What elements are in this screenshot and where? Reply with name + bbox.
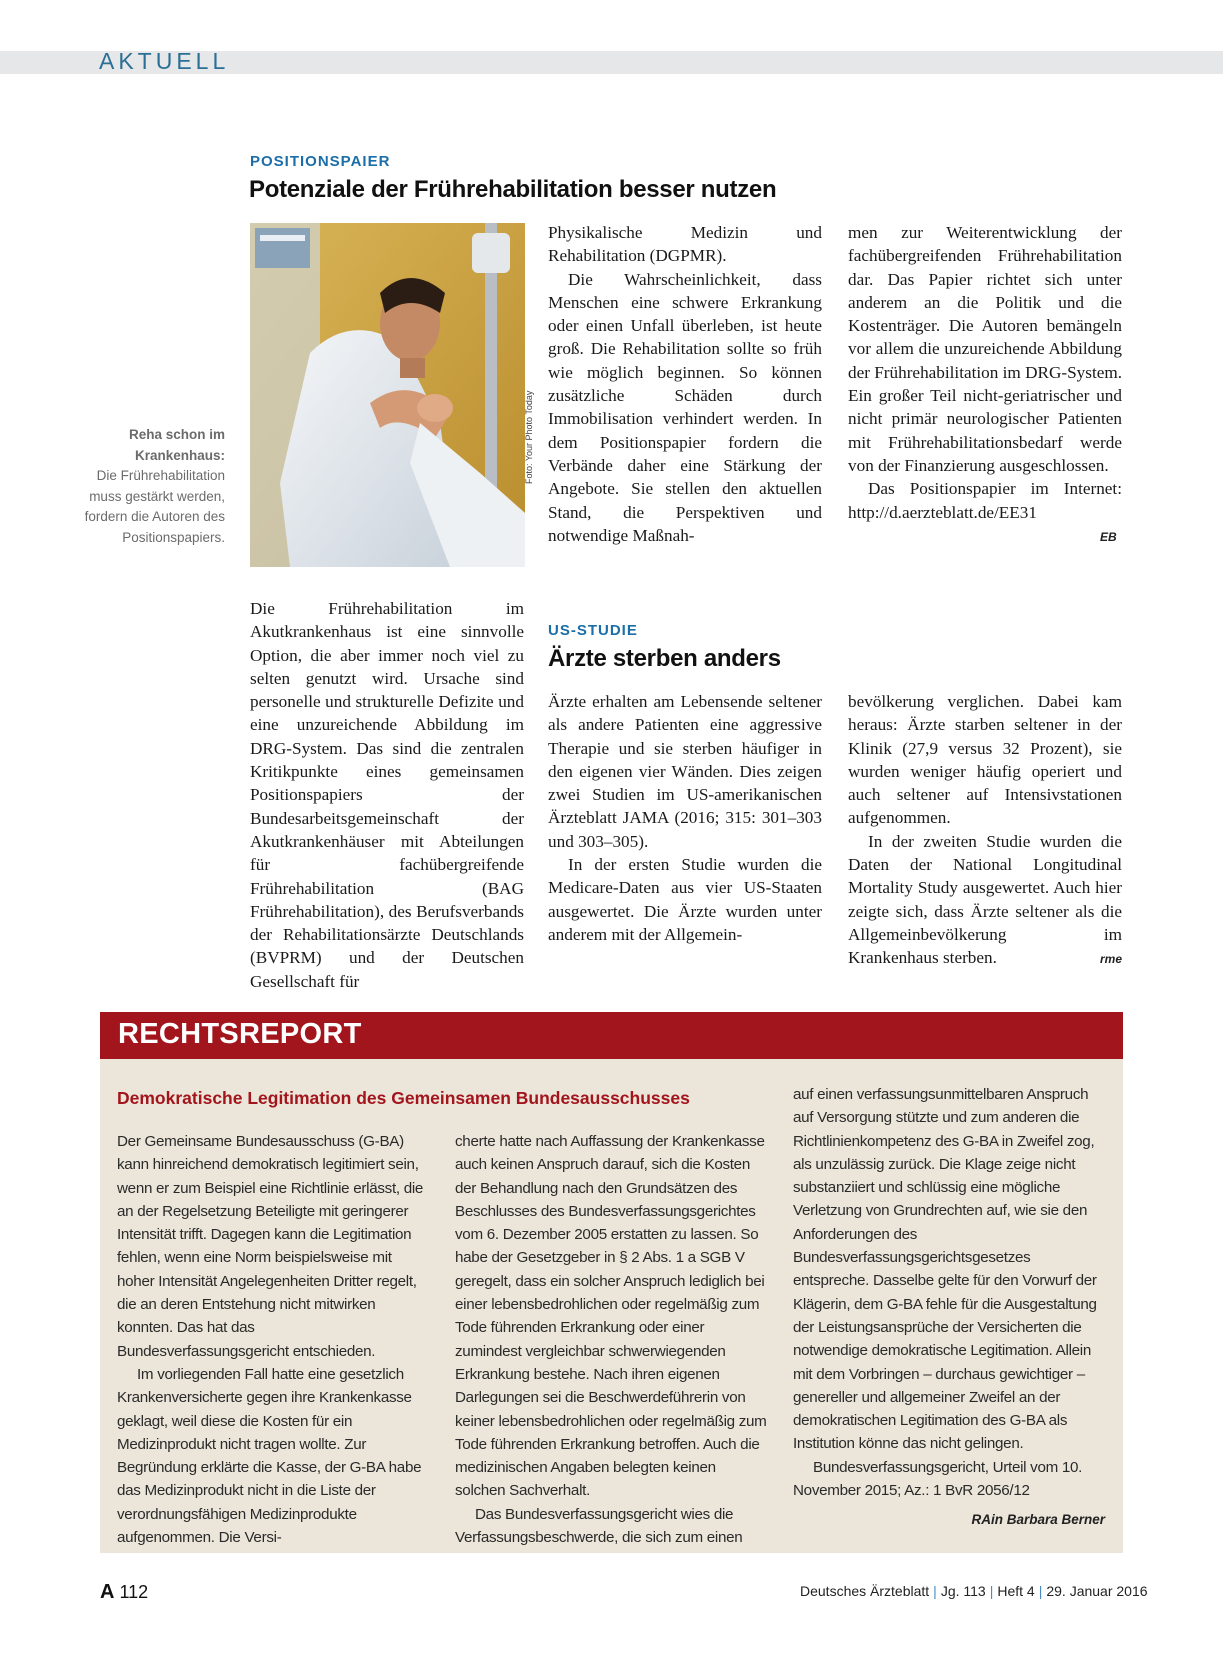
publication-name: Deutsches Ärzteblatt: [800, 1583, 930, 1599]
issue-date: 29. Januar 2016: [1046, 1583, 1148, 1599]
paragraph: Ärzte erhalten am Lebensende seltener als andere Patienten eine aggressive Therapie und sie sterben häufiger in den eigenen vier Wänden. Dies zeigen zwei Studien im US-amerikanischen Ärzteblatt JAMA (2016; 315: 301–303 und 303–305).: [548, 692, 822, 851]
rechtsreport-col1: [117, 1130, 429, 1549]
section-label: AKTUELL: [99, 48, 230, 74]
article1-kicker: POSITIONSPAIER: [250, 153, 391, 170]
article1-col-left: [250, 597, 524, 993]
publication-info: [800, 1583, 1148, 1599]
paragraph: cherte hatte nach Auffassung der Krankenkasse auch keinen Anspruch darauf, sich die Kosten der Behandlung nach den Grundsätzen des Beschlusses des Bundesverfassungsgerichtes vom 6. Dezember 2005 erstatten zu lassen. So habe der Gesetzgeber in § 2 Abs. 1 a SGB V geregelt, dass ein solcher Anspruch lediglich bei einer lebensbedrohlichen oder regelmäßig zum Tode führenden Erkrankung oder einer zumindest vergleichbar schwerwiegenden Erkrankung bestehe. Nach ihren eigenen Darlegungen sei die Beschwerdeführerin von keiner lebensbedrohlichen oder regelmäßig zum Tode führenden Erkrankung betroffen. Auch die medizinischen Angaben belegten keinen solchen Sachverhalt.: [455, 1133, 767, 1500]
rechtsreport-col2: [455, 1130, 767, 1549]
article2-col-right: [848, 690, 1122, 970]
caption-title: Reha schon im Krankenhaus:: [128, 427, 225, 463]
divider: |: [989, 1583, 994, 1599]
issue: Heft 4: [997, 1583, 1035, 1599]
paragraph: men zur Weiterentwicklung der fachübergreifenden Frührehabilitation dar. Das Papier richtet sich unter anderem an die Politik und die Kostenträger. Die Autoren bemängeln vor allem die unzureichende Abbildung der Frührehabilitation im DRG-System. Ein großer Teil nicht-geriatrischer und nicht primär neurologischer Patienten mit Frührehabilitationsbedarf werde von der Finanzierung ausgeschlossen.: [848, 223, 1123, 475]
paragraph: In der zweiten Studie wurden die Daten der National Longitudinal Mortality Study ausgewertet. Auch hier zeigte sich, dass Ärzte seltener als die Allgemeinbevölkerung im Krankenhaus sterben.: [848, 831, 1122, 968]
caption-text: Die Frührehabilitation muss gestärkt werden, fordern die Autoren des Positionspapiers.: [84, 468, 225, 545]
paragraph: Der Gemeinsame Bundesausschuss (G-BA) kann hinreichend demokratisch legitimiert sein, wenn er zum Beispiel eine Richtlinie erlässt, die an der Regelsetzung Beteiligte mit geringerer Intensität trifft. Dagegen kann die Legitimation fehlen, wenn eine Norm beispielsweise mit hoher Intensität Angelegenheiten Dritter regelt, die an deren Entstehung nicht mitwirken konnten. Das hat das Bundesverfassungsgericht entschieden.: [117, 1133, 424, 1360]
paragraph: auf einen verfassungsunmittelbaren Anspruch auf Versorgung stützte und zum anderen die Richtlinienkompetenz des G-BA in Zweifel zog, als unzulässig zurück. Die Klage zeige nicht substanziiert und schlüssig eine mögliche Verletzung von Grundrechten auf, wie sie den Anforderungen des Bundesverfassungsgerichtsgesetzes entspreche. Dasselbe gelte für den Vorwurf der Klägerin, dem G-BA fehle für die Ausgestaltung der Leistungsansprüche der Versicherten die notwendige demokratische Legitimation. Allein mit dem Vorbringen – durchaus gewichtiger – genereller und allgemeiner Zweifel an der demokratischen Legitimation des G-BA als Institution könne das nicht gelingen.: [793, 1086, 1097, 1453]
article2-headline: Ärzte sterben anders: [548, 645, 781, 672]
rechtsreport-subtitle: Demokratische Legitimation des Gemeinsamen Bundesausschusses: [117, 1088, 690, 1108]
page-number: [100, 1581, 148, 1604]
paragraph: Die Frührehabilitation im Akutkrankenhaus ist eine sinnvolle Option, die aber immer noch viel zu selten genutzt wird. Ursache sind personelle und strukturelle Defizite und eine unzureichende Abbildung im DRG-System. Das sind die zentralen Kritikpunkte eines gemeinsamen Positionspapiers der Bundesarbeitsgemeinschaft der Akutkrankenhäuser mit Abteilungen für fachübergreifende Frührehabilitation (BAG Frührehabilitation), des Berufsverbands der Rehabilitationsärzte Deutschlands (BVPRM) und der Deutschen Gesellschaft für: [250, 599, 524, 991]
page-prefix: A: [100, 1581, 115, 1603]
paragraph: Im vorliegenden Fall hatte eine gesetzlich Krankenversicherte gegen ihre Krankenkasse geklagt, weil diese die Kosten für ein Medizinprodukt nicht tragen wollte. Zur Begründung erklärte die Kasse, der G-BA habe das Medizinprodukt nicht in die Liste der verordnungsfähigen Medizinprodukte aufgenommen. Die Versi-: [117, 1365, 422, 1547]
article1-signature: EB: [1100, 530, 1117, 544]
page-number-value: 112: [119, 1582, 149, 1602]
paragraph: Das Positionspapier im Internet: http://d.aerzteblatt.de/EE31: [848, 479, 1122, 522]
article1-col-right: [848, 221, 1122, 524]
doctor-patient-photo: [250, 223, 525, 567]
paragraph: In der ersten Studie wurden die Medicare-Daten aus vier US-Staaten ausgewertet. Die Ärzte wurden unter anderem mit der Allgemein-: [548, 855, 822, 944]
paragraph: bevölkerung verglichen. Dabei kam heraus: Ärzte starben seltener in der Klinik (27,9 versus 32 Prozent), sie wurden weniger häufig operiert und auch seltener auf Intensivstationen aufgenommen.: [848, 692, 1122, 828]
paragraph: Das Bundesverfassungsgericht wies die Verfassungsbeschwerde, die sich zum einen: [455, 1505, 743, 1547]
rechtsreport-signature: RAin Barbara Berner: [971, 1512, 1105, 1527]
rechtsreport-title: RECHTSREPORT: [118, 1018, 362, 1050]
photo-caption: [80, 425, 225, 548]
paragraph: Die Wahrscheinlichkeit, dass Menschen eine schwere Erkrankung oder einen Unfall überleben, ist heute groß. Die Rehabilitation sollte so früh wie möglich beginnen. So können zusätzliche Schäden durch Immobilisation verhindert werden. In dem Positionspapier fordern die Verbände daher eine Stärkung der Angebote. Sie stellen den aktuellen Stand, die Perspektiven und notwendige Maßnah-: [548, 269, 822, 545]
volume: Jg. 113: [940, 1583, 986, 1599]
article2-col-mid: [548, 690, 822, 946]
rechtsreport-col3: [793, 1083, 1105, 1502]
paragraph: Physikalische Medizin und Rehabilitation (DGPMR).: [548, 223, 822, 266]
article1-headline: Potenziale der Frührehabilitation besser nutzen: [249, 176, 777, 203]
article1-col-mid: [548, 221, 822, 547]
divider: |: [933, 1583, 937, 1599]
article2-signature: rme: [1100, 952, 1123, 966]
divider: |: [1038, 1583, 1043, 1599]
photo-credit: Foto: Your Photo Today: [524, 390, 534, 484]
paragraph: Bundesverfassungsgericht, Urteil vom 10. November 2015; Az.: 1 BvR 2056/12: [793, 1458, 1083, 1500]
article2-kicker: US-STUDIE: [548, 622, 638, 639]
